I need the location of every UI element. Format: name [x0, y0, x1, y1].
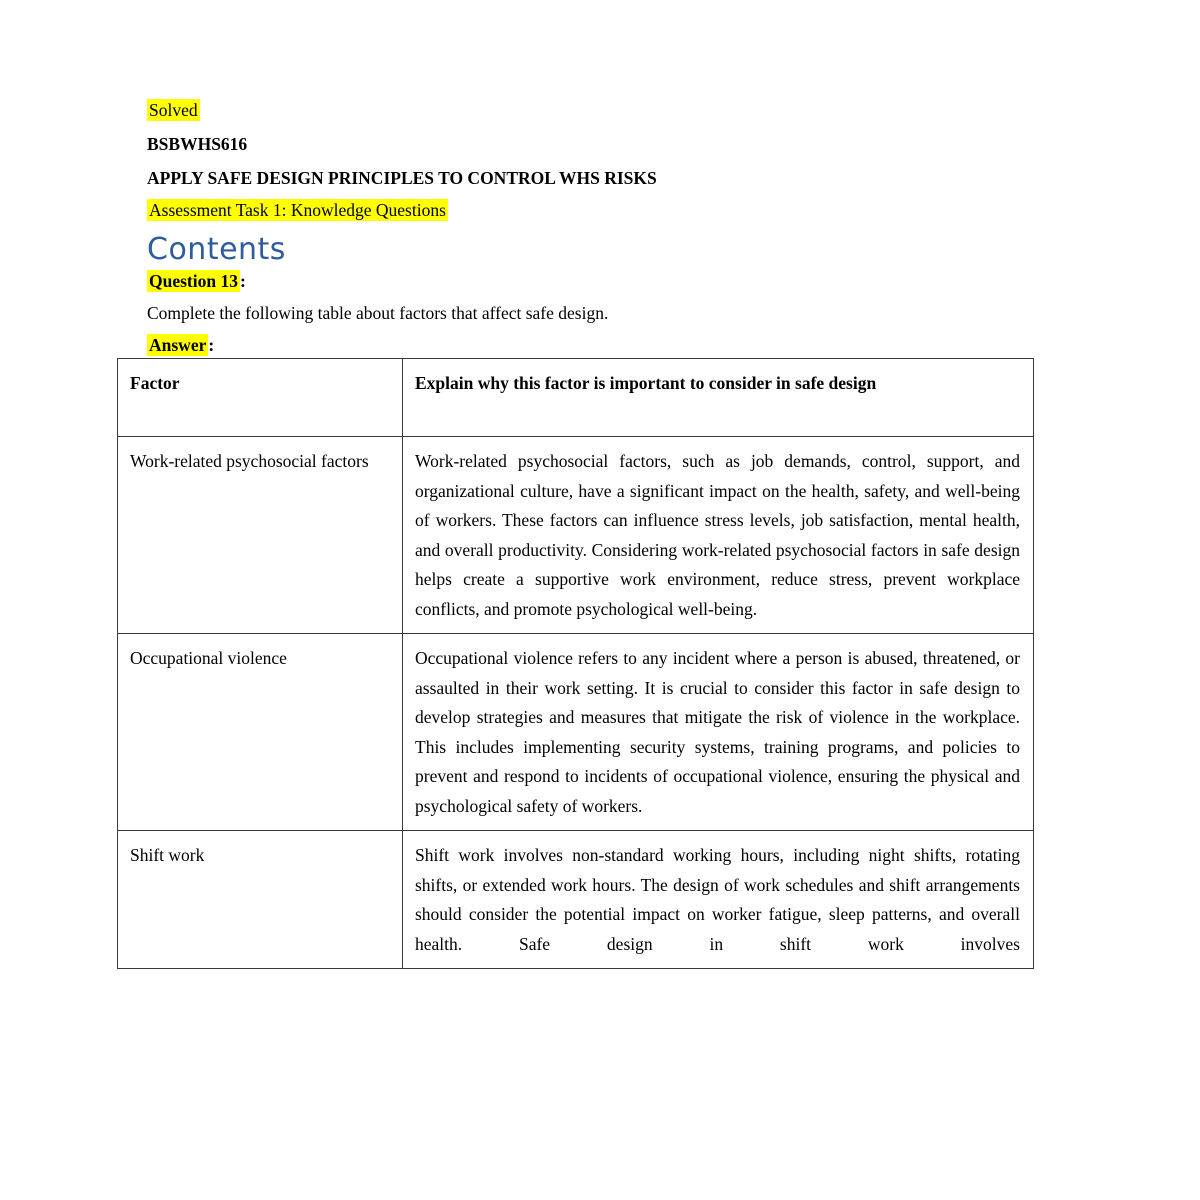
factor-cell: Shift work — [118, 831, 403, 969]
factor-cell: Occupational violence — [118, 634, 403, 831]
answer-label-line — [147, 335, 1057, 356]
contents-heading: Contents — [147, 232, 286, 267]
document-header-block — [147, 100, 1057, 367]
explanation-cell: Occupational violence refers to any incident where a person is abused, threatened, or assaulted in their work setting. It is crucial to consider this factor in safe design to develop strategies and measures that mitigate the risk of violence in the workplace. This includes implementing security systems, training programs, and policies to prevent and respond to incidents of occupational violence, ensuring the physical and psychological safety of workers. — [403, 634, 1034, 831]
factors-table — [117, 358, 1034, 969]
explanation-cell: Work-related psychosocial factors, such as job demands, control, support, and organizational culture, have a significant impact on the health, safety, and well-being of workers. These factors can influence stress levels, job satisfaction, mental health, and overall productivity. Considering work-related psychosocial factors in safe design helps create a supportive work environment, reduce stress, prevent workplace conflicts, and promote psychological well-being. — [403, 437, 1034, 634]
assessment-subtitle-line — [147, 200, 1057, 221]
answer-colon: : — [208, 335, 215, 355]
answer-label: Answer — [149, 335, 207, 355]
solved-badge-line — [147, 100, 1057, 121]
table-header-row — [118, 359, 1034, 437]
table-row-psychosocial — [118, 437, 1034, 634]
assessment-subtitle: Assessment Task 1: Knowledge Questions — [149, 200, 446, 220]
table-header-factor: Factor — [118, 359, 403, 437]
solved-badge: Solved — [149, 100, 198, 120]
table-row-shift-work — [118, 831, 1034, 969]
table-row-occupational-violence — [118, 634, 1034, 831]
course-code: BSBWHS616 — [147, 134, 248, 154]
factor-cell: Work-related psychosocial factors — [118, 437, 403, 634]
document-title: APPLY SAFE DESIGN PRINCIPLES TO CONTROL WHS RISKS — [147, 168, 657, 188]
table-header-explanation: Explain why this factor is important to consider in safe design — [403, 359, 1034, 437]
explanation-cell: Shift work involves non-standard working hours, including night shifts, rotating shifts, or extended work hours. The design of work schedules and shift arrangements should consider the potential impact on worker fatigue, sleep patterns, and overall health. Safe design in shift work involves — [403, 831, 1034, 969]
question-label: Question 13 — [149, 271, 238, 291]
question-label-line — [147, 271, 1057, 292]
question-instruction: Complete the following table about factors that affect safe design. — [147, 303, 609, 323]
question-colon: : — [239, 271, 246, 291]
